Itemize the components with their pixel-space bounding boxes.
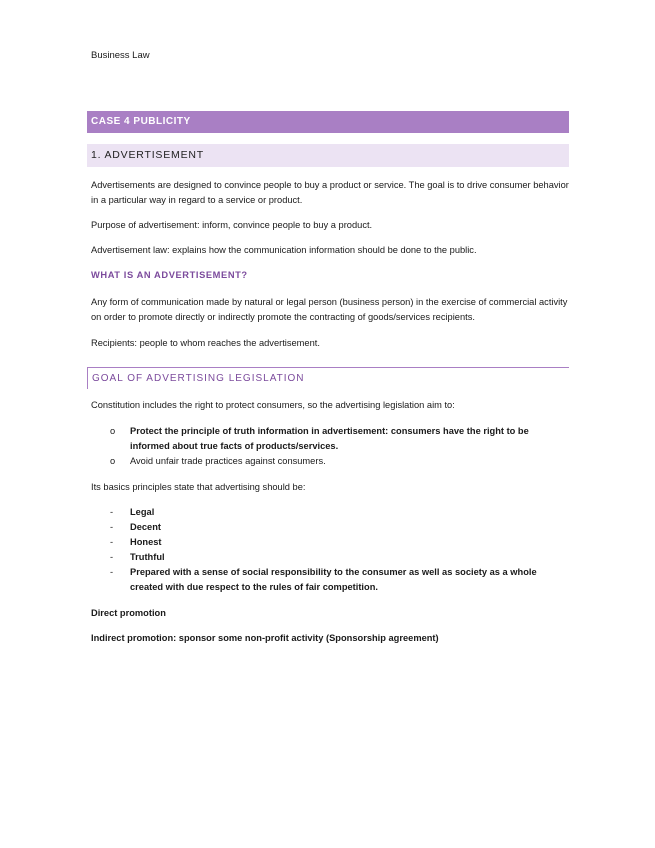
list-item [110, 505, 569, 520]
dash-marker: - [110, 552, 114, 562]
list-item [110, 424, 569, 454]
paragraph-advertisement-definition: Advertisements are designed to convince people to buy a product or service. The goal is to drive consumer behavior in a particular way in regard to a service or product. [91, 180, 569, 205]
paragraph-purpose: Purpose of advertisement: inform, convince people to buy a product. [91, 220, 373, 230]
section-advertisement-heading: 1. ADVERTISEMENT [87, 144, 569, 167]
dash-marker: - [110, 567, 114, 577]
list-item-text: Protect the principle of truth information in advertisement: consumers have the right to be informed about true facts of products/services. [130, 426, 529, 451]
bullet-marker: o [110, 456, 116, 466]
page-header: Business Law [91, 50, 150, 61]
paragraph-principles: Its basics principles state that advertising should be: [91, 482, 306, 492]
dash-marker: - [110, 522, 114, 532]
list-item [110, 565, 569, 595]
list-item [110, 454, 569, 469]
list-item-text: Decent [130, 522, 162, 532]
dash-marker: - [110, 507, 114, 517]
list-item-text: Honest [130, 537, 162, 547]
dash-marker: - [110, 537, 114, 547]
list-item [110, 535, 569, 550]
list-item-text: Avoid unfair trade practices against consumers. [130, 456, 326, 466]
principles-list [110, 505, 569, 595]
paragraph-indirect-promotion: Indirect promotion: sponsor some non-profit activity (Sponsorship agreement) [91, 633, 439, 643]
goal-list [110, 424, 569, 469]
paragraph-advertisement-law: Advertisement law: explains how the communication information should be done to the public. [91, 245, 477, 255]
case-heading: CASE 4 PUBLICITY [87, 111, 569, 133]
list-item-text: Prepared with a sense of social responsibility to the consumer as well as society as a whole created with due respect to the rules of fair competition. [130, 567, 537, 592]
paragraph-recipients: Recipients: people to whom reaches the advertisement. [91, 338, 320, 348]
list-item-text: Legal [130, 507, 155, 517]
bullet-marker: o [110, 426, 116, 436]
list-item-text: Truthful [130, 552, 165, 562]
paragraph-communication-definition: Any form of communication made by natural or legal person (business person) in the exercise of commercial activity on order to promote directly or indirectly promote the contracting of goods/services recipients. [91, 297, 568, 322]
section-goal-heading: GOAL OF ADVERTISING LEGISLATION [87, 367, 569, 389]
list-item [110, 550, 569, 565]
subheading-what-is-advertisement: WHAT IS AN ADVERTISEMENT? [91, 270, 248, 280]
paragraph-direct-promotion: Direct promotion [91, 608, 166, 618]
list-item [110, 520, 569, 535]
paragraph-constitution: Constitution includes the right to protect consumers, so the advertising legislation aim to: [91, 400, 455, 410]
